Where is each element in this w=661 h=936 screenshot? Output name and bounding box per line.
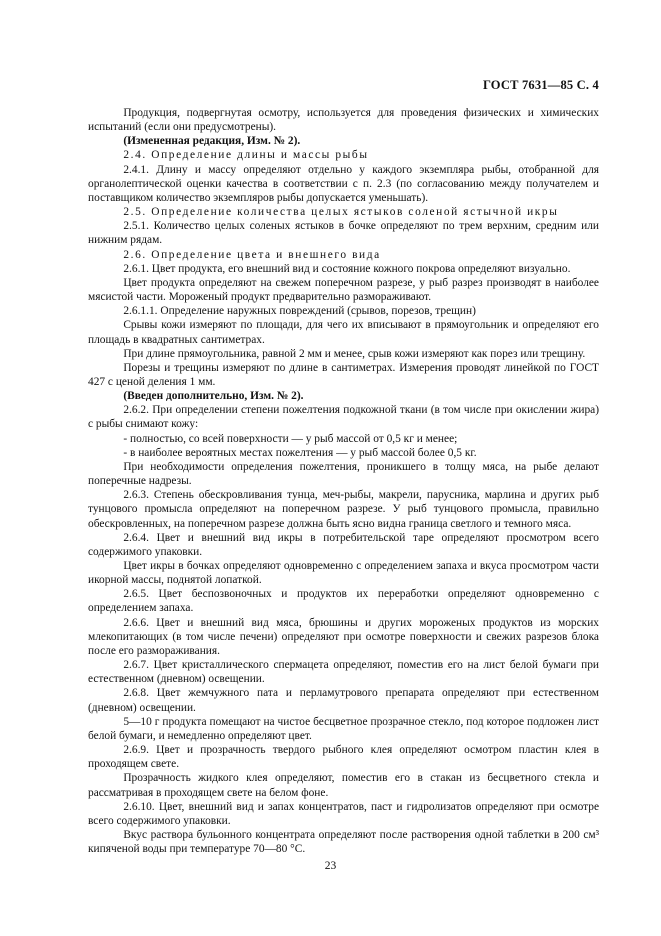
section-heading: 2.5. Определение количества целых ястыков соленой ястычной икры — [123, 206, 559, 219]
paragraph: 2.6.3. Степень обескровливания тунца, меч-рыбы, макрели, парусника, марлина и других рыб тунцового промысла определяют на поперечном разрезе. У рыб тунцового промысла, правильно обескровленных, на поперечном разрезе должна быть ясно видна граница светлого и темного мяса. — [88, 489, 599, 530]
section-heading: 2.6. Определение цвета и внешнего вида — [123, 248, 381, 261]
section-heading: 2.4. Определение длины и массы рыбы — [123, 149, 369, 162]
amendment-note: (Измененная редакция, Изм. № 2). — [123, 135, 301, 148]
paragraph: Вкус раствора бульонного концентрата определяют после растворения одной таблетки в 200 см³ кипяченой воды при температуре 70—80 °С. — [88, 828, 599, 856]
list-item: - в наиболее вероятных местах пожелтения — у рыб массой более 0,5 кг. — [123, 446, 477, 459]
paragraph: 2.5.1. Количество целых соленых ястыков в бочке определяют по трем верхним, средним или нижним рядам. — [88, 220, 599, 247]
paragraph: 2.6.6. Цвет и внешний вид мяса, брюшины и других мороженых продуктов из морских млекопитающих (в том числе печени) определяют при осмотре поверхности и свежих разрезов блока после его размораживания. — [88, 616, 599, 657]
paragraph: Срывы кожи измеряют по площади, для чего их вписывают в прямоугольник и определяют его площадь в квадратных сантиметрах. — [88, 319, 599, 346]
paragraph: Цвет продукта определяют на свежем поперечном разрезе, у рыб разрез производят в наиболее мясистой части. Мороженый продукт предварительно размораживают. — [88, 276, 599, 304]
subsection-heading: 2.6.1.1. Определение наружных повреждений (срывов, порезов, трещин) — [123, 305, 476, 318]
standard-reference: ГОСТ 7631—85 С. 4 — [482, 78, 599, 92]
paragraph: 2.6.7. Цвет кристаллического спермацета определяют, поместив его на лист белой бумаги при естественном (дневном) освещении. — [88, 659, 599, 686]
paragraph: 2.6.10. Цвет, внешний вид и запах концентратов, паст и гидролизатов определяют при осмотре всего содержимого упаковки. — [88, 800, 599, 827]
paragraph: 2.6.4. Цвет и внешний вид икры в потребительской таре определяют просмотром всего содержимого упаковки. — [88, 531, 599, 558]
paragraph: 2.6.2. При определении степени пожелтения подкожной ткани (в том числе при окислении жира) с рыбы снимают кожу: — [88, 404, 599, 431]
paragraph: Прозрачность жидкого клея определяют, поместив его в стакан из бесцветного стекла и рассматривая в проходящем свете на белом фоне. — [88, 772, 599, 799]
paragraph: Цвет икры в бочках определяют одновременно с определением запаха и вкуса просмотром части икорной массы, поднятой лопаткой. — [88, 560, 599, 587]
list-item: - полностью, со всей поверхности — у рыб массой от 0,5 кг и менее; — [123, 432, 458, 445]
paragraph: 2.6.8. Цвет жемчужного пата и перламутрового препарата определяют при естественном (дневном) освещении. — [88, 687, 599, 714]
paragraph: При необходимости определения пожелтения, проникшего в толщу мяса, на рыбе делают поперечные надрезы. — [88, 460, 599, 488]
paragraph: Продукция, подвергнутая осмотру, используется для проведения физических и химических испытаний (если они предусмотрены). — [88, 107, 599, 134]
amendment-note: (Введен дополнительно, Изм. № 2). — [123, 390, 304, 403]
paragraph: Порезы и трещины измеряют по длине в сантиметрах. Измерения проводят линейкой по ГОСТ 427 с ценой деления 1 мм. — [88, 361, 599, 388]
paragraph: 2.4.1. Длину и массу определяют отдельно у каждого экземпляра рыбы, отобранной для органолептической оценки качества в соответствии с п. 2.3 (по согласованию между получателем и поставщиком количество экземпляров рыбы допускается уменьшать). — [88, 163, 599, 204]
paragraph: При длине прямоугольника, равной 2 мм и менее, срыв кожи измеряют как порез или трещину. — [123, 347, 586, 360]
paragraph: 2.6.5. Цвет беспозвоночных и продуктов их переработки определяют одновременно с определением запаха. — [88, 588, 599, 615]
paragraph: 2.6.1. Цвет продукта, его внешний вид и состояние кожного покрова определяют визуально. — [123, 262, 571, 275]
document-body — [88, 106, 599, 856]
paragraph: 5—10 г продукта помещают на чистое бесцветное прозрачное стекло, под которое подложен лист белой бумаги, и немедленно определяют цвет. — [88, 715, 599, 742]
page-number: 23 — [324, 860, 337, 872]
paragraph: 2.6.9. Цвет и прозрачность твердого рыбного клея определяют осмотром пластин клея в проходящем свете. — [88, 744, 599, 771]
